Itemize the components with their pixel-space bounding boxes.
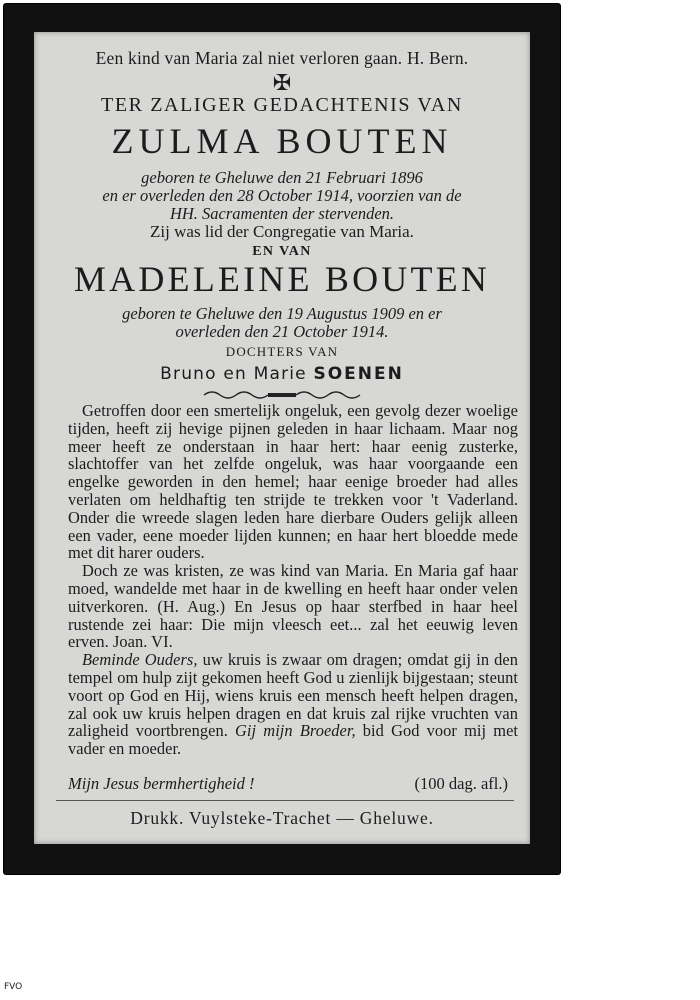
first-deceased-birth: geboren te Gheluwe den 21 Februari 1896 [141,168,423,187]
corner-tag: FVO [4,982,23,992]
first-deceased-sacraments: HH. Sacramenten der stervenden. [169,204,395,223]
first-deceased-name: ZULMA BOUTEN [111,121,453,161]
divider [56,800,514,801]
cross-icon: ✠ [272,70,292,95]
second-deceased-name: MADELEINE BOUTEN [73,259,491,299]
ornament-divider-icon [202,388,362,402]
first-deceased-death: en er overleden den 28 October 1914, voorzien van de [102,186,462,205]
prayer: Mijn Jesus bermhertigheid ! [68,774,255,793]
card-text-panel [34,32,530,844]
paragraph-faith: Doch ze was kristen, ze was kind van Maria. En Maria gaf haar moed, wandelde met haar in de kwelling en heeft haar onder velen uitverkoren. (H. Aug.) En Jesus op haar sterfbed in haar heel rustende zei haar: Die mijn vleesch eet... zal het eeuwig leven erven. Joan. VI. [68,561,518,652]
parents-names [34,364,530,384]
address-parents: Beminde Ouders, [82,650,198,670]
and-of-label: EN VAN [252,244,312,259]
paragraph-suffering: Getroffen door een smertelijk ongeluk, een gevolg dezer woelige tijden, heeft zij hevige pijnen geleden in haar lichaam. Maar nog meer heeft ze onderstaan in haar hert: haar eenig zusterke, slachtoffer van het zelfde ongeluk, was haar voorgaande een engelke geworden in den hemel; haar eenige broeder had alles verlaten om heldhaftig ten strijde te trekken voor 't Vaderland. Onder die wreede slagen leden hare dierbare Ouders gelijk alleen een vader, eene moeder lijden kunnen; en haar hert bloedde mede met dit harer ouders. [68,401,518,563]
parents-surname: SOENEN [313,364,404,384]
heading: TER ZALIGER GEDACHTENIS VAN [101,94,463,116]
printer-credit: Drukk. Vuylsteke-Trachet — Gheluwe. [130,808,434,828]
motto: Een kind van Maria zal niet verloren gaan. H. Bern. [95,48,469,68]
parents-given-names: Bruno en Marie [160,364,307,384]
second-deceased-birth: geboren te Gheluwe den 19 Augustus 1909 en er [122,304,442,323]
paragraph-parents [68,651,518,758]
memorial-card [4,4,560,874]
indulgence: (100 dag. afl.) [414,774,508,793]
daughters-of-label: DOCHTERS VAN [225,344,339,359]
memorial-text [68,402,518,758]
second-deceased-death: overleden den 21 October 1914. [175,322,389,341]
congregation-note: Zij was lid der Congregatie van Maria. [150,222,414,241]
paragraph-parents-end: bid God voor mij met vader en moeder. [68,721,518,759]
paragraph-parents-text: uw kruis is zwaar om dragen; omdat gij in den tempel om hulp zijt gekomen heeft God u zienlijk bijgestaan; steunt voort op God en Hij, wiens kruis een mensch heeft helpen dragen, zal ook uw kruis helpen dragen en dat kruis zal rijke vruchten van zaligheid voortbrengen. [68,650,518,741]
address-brother: Gij mijn Broeder, [235,721,356,741]
